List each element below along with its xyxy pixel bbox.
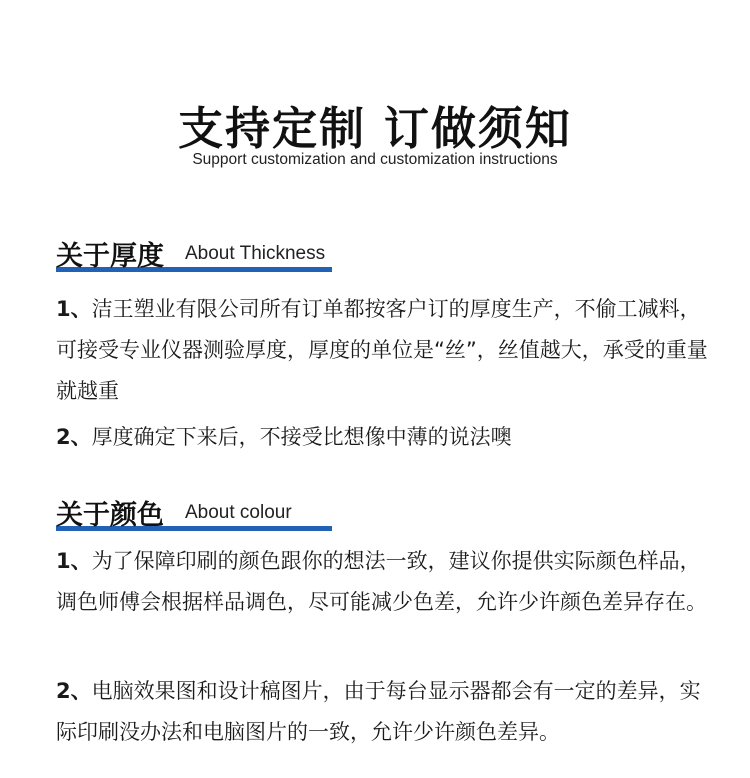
- section-title-cn: 关于厚度: [56, 241, 164, 272]
- section-title-en: About Thickness: [185, 243, 326, 264]
- section-title-cn: 关于颜色: [56, 500, 164, 531]
- list-item: [56, 671, 716, 753]
- section-title-en: About colour: [185, 502, 292, 523]
- item-text: 洁王塑业有限公司所有订单都按客户订的厚度生产，不偷工减料，可接受专业仪器测验厚度，厚度的单位是“丝”，丝值越大，承受的重量就越重: [56, 297, 708, 403]
- item-number: 2、: [56, 679, 92, 703]
- list-item: [56, 289, 716, 412]
- item-text: 厚度确定下来后，不接受比想像中薄的说法噢: [91, 425, 512, 449]
- item-text: 电脑效果图和设计稿图片，由于每台显示器都会有一定的差异，实际印刷没办法和电脑图片的一致，允许少许颜色差异。: [56, 679, 701, 744]
- page-title: 支持定制 订做须知: [178, 102, 572, 155]
- list-item: [56, 541, 716, 623]
- item-number: 1、: [56, 297, 92, 321]
- list-item: [56, 417, 716, 458]
- item-number: 2、: [56, 425, 92, 449]
- item-text: 为了保障印刷的颜色跟你的想法一致，建议你提供实际颜色样品，调色师傅会根据样品调色，尽可能减少色差，允许少许颜色差异存在。: [56, 549, 707, 614]
- item-number: 1、: [56, 549, 92, 573]
- page-subtitle: Support customization and customization instructions: [192, 151, 558, 168]
